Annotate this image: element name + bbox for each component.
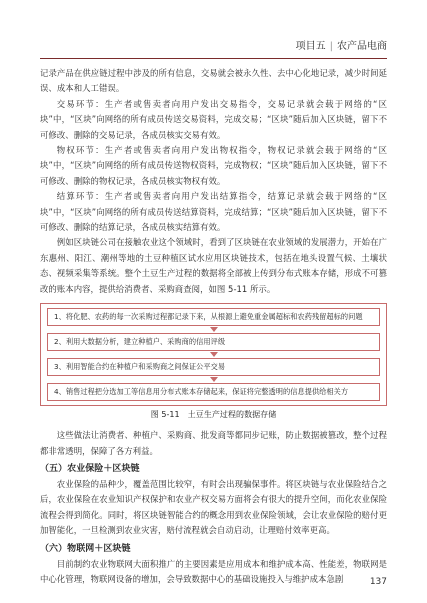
header-chapter: 项目五 [295,41,326,52]
page-number: 137 [369,577,387,587]
arrow-down-icon [210,327,218,332]
flow-step-1: 1、将化肥、农药的每一次采购过程都记录下来，从根源上避免重金属超标和农药残留超标的问题 [47,308,380,326]
paragraph-intro: 记录产品在供应链过程中涉及的所有信息，交易就会被永久性、去中心化地记录，减少时间延误、成本和人工错误。 [40,68,387,94]
paragraph-iot: 目前制约农业物联网大面积推广的主要因素是应用成本和维护成本高、性能差，物联网是中心化管理，物联网设备的增加，会导致数据中心的基础设施投入与维护成本急剧 [40,558,387,584]
paragraph-transaction: 交易环节：生产者或售卖者向用户发出交易指令，交易记录就会载于网络的“区块”中，“区块”向网络的所有成员传送交易资料，完成交易；“区块”随后加入区块链，留下不可修改、删除的交易记录，各成员核实交易有效。 [40,98,387,140]
flow-step-3: 3、利用智能合约在种植户和采购商之间保证公平交易 [47,358,380,376]
paragraph-settlement: 结算环节：生产者或售卖者向用户发出结算指令，结算记录就会载于网络的“区块”中，“区块”向网络的所有成员传送结算资料，完成结算；“区块”随后加入区块链，留下不可修改、删除的结算记录，各成员核实结算有效。 [40,191,387,233]
page-body [40,66,387,587]
header-title: 农产品电商 [337,41,387,52]
paragraph-insurance: 农业保险的品种少，覆盖范围比较窄，有时会出现骗保事件。将区块链与农业保险结合之后，农业保险在农业知识产权保护和农业产权交易方面将会有很大的提升空间，而化农业保险流程会得到简化。同时，将区块链智能合约的概念用到农业保险领域，会让农业保险的赔付更加智能化，一旦检测到农业灾害，赔付流程就会自动启动，让理赔付效率更高。 [40,478,387,536]
arrow-down-icon [210,352,218,357]
section-heading-iot: （六）物联网＋区块链 [40,543,131,554]
paragraph-property: 物权环节：生产者或售卖者向用户发出物权指令，物权记录就会载于网络的“区块”中，“区块”向网络的所有成员传送物权资料，完成物权；“区块”随后加入区块链，留下不可修改、删除的物权记录，各成员核实物权有效。 [40,145,387,186]
section-heading-insurance: （五）农业保险＋区块链 [40,463,140,474]
paragraph-example: 例如区块链公司在接触农业这个领域时，看到了区块链在农业领域的发展潜力，开始在广东惠州、阳江、潮州等地的土豆种植区试水应用区块链技术，包括在地头设置气候、土壤状态、视频采集等系统。整个土豆生产过程的数据将全部被上传到分布式账本存储，形成不可篡改的账本内容，提供给消费者、采购商查阅，如图 5-11 所示。 [40,237,387,294]
figure-flowchart [40,303,387,406]
flow-step-4: 4、销售过程把分选加工等信息用分布式账本存储起来，保证将完整透明的信息提供给相关方 [47,383,380,401]
header-separator: | [329,41,333,52]
arrow-down-icon [210,377,218,382]
figure-caption: 图 5-11 土豆生产过程的数据存储 [150,410,277,420]
running-header [40,38,387,59]
paragraph-summary: 这些做法让消费者、种植户、采购商、批发商等都同步记账，防止数据被篡改，整个过程都非常透明，保障了各方利益。 [40,430,387,456]
flow-step-2: 2、利用大数据分析，建立种植户、采购商的信用评级 [47,333,380,351]
